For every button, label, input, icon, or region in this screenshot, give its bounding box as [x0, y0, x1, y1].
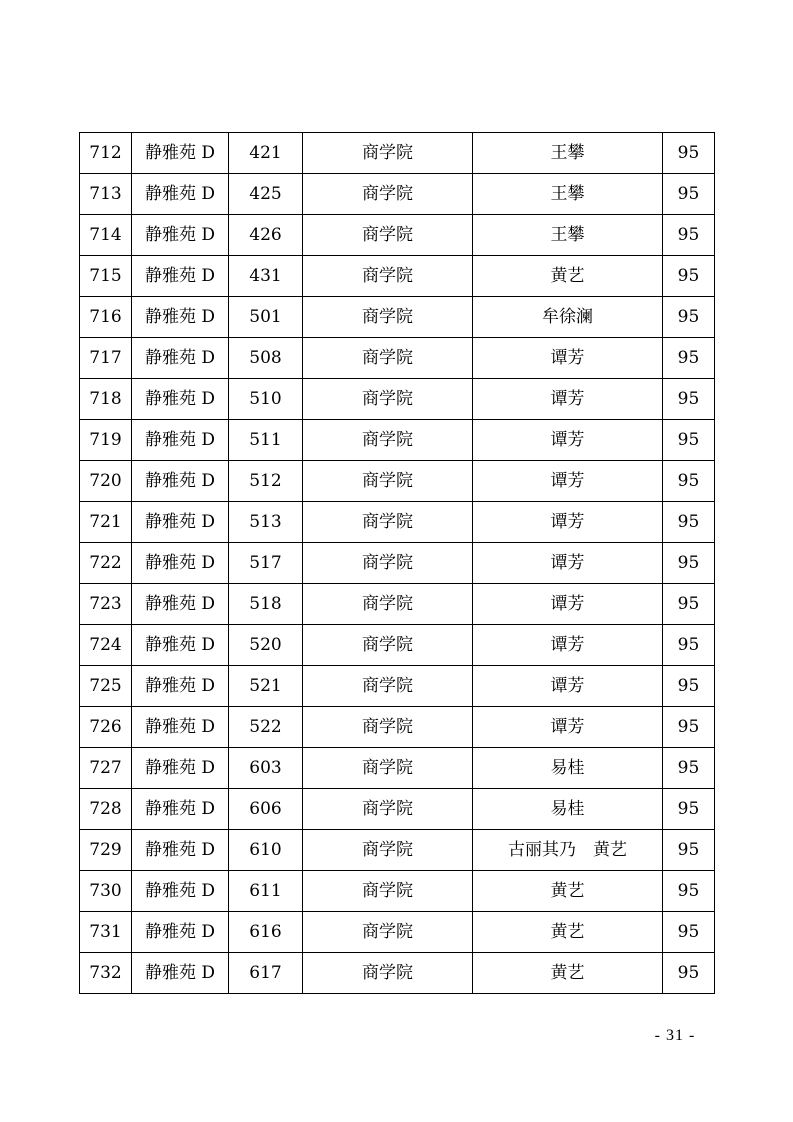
score-cell: 95 [663, 461, 715, 502]
college-cell: 商学院 [303, 174, 473, 215]
staff-cell: 谭芳 [473, 666, 663, 707]
college-cell: 商学院 [303, 338, 473, 379]
table-row [80, 297, 715, 338]
table-row [80, 133, 715, 174]
building-cell: 静雅苑 D [132, 379, 229, 420]
staff-cell: 谭芳 [473, 379, 663, 420]
staff-cell: 谭芳 [473, 502, 663, 543]
table-row [80, 174, 715, 215]
building-cell: 静雅苑 D [132, 543, 229, 584]
staff-cell: 谭芳 [473, 543, 663, 584]
room-cell: 425 [229, 174, 303, 215]
row-number-cell: 726 [80, 707, 132, 748]
table-row [80, 707, 715, 748]
staff-cell: 王攀 [473, 133, 663, 174]
staff-cell: 谭芳 [473, 338, 663, 379]
college-cell: 商学院 [303, 256, 473, 297]
table-row [80, 256, 715, 297]
staff-cell: 易桂 [473, 748, 663, 789]
room-cell: 421 [229, 133, 303, 174]
room-cell: 617 [229, 953, 303, 994]
room-cell: 510 [229, 379, 303, 420]
room-cell: 517 [229, 543, 303, 584]
room-cell: 513 [229, 502, 303, 543]
room-cell: 426 [229, 215, 303, 256]
table-row [80, 543, 715, 584]
row-number-cell: 723 [80, 584, 132, 625]
building-cell: 静雅苑 D [132, 830, 229, 871]
score-table [79, 132, 715, 994]
building-cell: 静雅苑 D [132, 297, 229, 338]
college-cell: 商学院 [303, 789, 473, 830]
building-cell: 静雅苑 D [132, 871, 229, 912]
score-cell: 95 [663, 133, 715, 174]
college-cell: 商学院 [303, 625, 473, 666]
building-cell: 静雅苑 D [132, 912, 229, 953]
building-cell: 静雅苑 D [132, 502, 229, 543]
score-cell: 95 [663, 666, 715, 707]
building-cell: 静雅苑 D [132, 789, 229, 830]
college-cell: 商学院 [303, 461, 473, 502]
score-cell: 95 [663, 338, 715, 379]
room-cell: 512 [229, 461, 303, 502]
score-cell: 95 [663, 215, 715, 256]
score-cell: 95 [663, 297, 715, 338]
college-cell: 商学院 [303, 748, 473, 789]
room-cell: 508 [229, 338, 303, 379]
staff-cell: 谭芳 [473, 420, 663, 461]
building-cell: 静雅苑 D [132, 748, 229, 789]
table-row [80, 215, 715, 256]
table-row [80, 625, 715, 666]
college-cell: 商学院 [303, 133, 473, 174]
row-number-cell: 714 [80, 215, 132, 256]
score-cell: 95 [663, 953, 715, 994]
row-number-cell: 720 [80, 461, 132, 502]
college-cell: 商学院 [303, 871, 473, 912]
room-cell: 518 [229, 584, 303, 625]
college-cell: 商学院 [303, 584, 473, 625]
row-number-cell: 712 [80, 133, 132, 174]
table-row [80, 666, 715, 707]
table-row [80, 871, 715, 912]
college-cell: 商学院 [303, 543, 473, 584]
building-cell: 静雅苑 D [132, 338, 229, 379]
score-cell: 95 [663, 789, 715, 830]
college-cell: 商学院 [303, 215, 473, 256]
staff-cell: 王攀 [473, 215, 663, 256]
building-cell: 静雅苑 D [132, 666, 229, 707]
college-cell: 商学院 [303, 297, 473, 338]
college-cell: 商学院 [303, 666, 473, 707]
row-number-cell: 722 [80, 543, 132, 584]
row-number-cell: 730 [80, 871, 132, 912]
table-row [80, 748, 715, 789]
staff-cell: 黄艺 [473, 953, 663, 994]
table-row [80, 830, 715, 871]
building-cell: 静雅苑 D [132, 420, 229, 461]
table-row [80, 912, 715, 953]
table-row [80, 379, 715, 420]
table-row [80, 420, 715, 461]
table-row [80, 502, 715, 543]
room-cell: 521 [229, 666, 303, 707]
score-cell: 95 [663, 256, 715, 297]
row-number-cell: 728 [80, 789, 132, 830]
row-number-cell: 715 [80, 256, 132, 297]
row-number-cell: 725 [80, 666, 132, 707]
staff-cell: 王攀 [473, 174, 663, 215]
staff-cell: 黄艺 [473, 912, 663, 953]
row-number-cell: 729 [80, 830, 132, 871]
college-cell: 商学院 [303, 502, 473, 543]
score-cell: 95 [663, 748, 715, 789]
staff-cell: 谭芳 [473, 625, 663, 666]
room-cell: 520 [229, 625, 303, 666]
score-cell: 95 [663, 543, 715, 584]
staff-cell: 谭芳 [473, 584, 663, 625]
college-cell: 商学院 [303, 420, 473, 461]
room-cell: 610 [229, 830, 303, 871]
building-cell: 静雅苑 D [132, 215, 229, 256]
staff-cell: 黄艺 [473, 871, 663, 912]
room-cell: 616 [229, 912, 303, 953]
score-cell: 95 [663, 420, 715, 461]
score-cell: 95 [663, 912, 715, 953]
score-cell: 95 [663, 174, 715, 215]
row-number-cell: 717 [80, 338, 132, 379]
building-cell: 静雅苑 D [132, 584, 229, 625]
building-cell: 静雅苑 D [132, 625, 229, 666]
building-cell: 静雅苑 D [132, 256, 229, 297]
row-number-cell: 718 [80, 379, 132, 420]
staff-cell: 谭芳 [473, 707, 663, 748]
college-cell: 商学院 [303, 830, 473, 871]
table-row [80, 584, 715, 625]
table-body [80, 133, 715, 994]
room-cell: 522 [229, 707, 303, 748]
page-number: - 31 - [654, 1027, 696, 1044]
college-cell: 商学院 [303, 953, 473, 994]
staff-cell: 谭芳 [473, 461, 663, 502]
row-number-cell: 727 [80, 748, 132, 789]
table-row [80, 953, 715, 994]
building-cell: 静雅苑 D [132, 174, 229, 215]
college-cell: 商学院 [303, 707, 473, 748]
staff-cell: 易桂 [473, 789, 663, 830]
building-cell: 静雅苑 D [132, 707, 229, 748]
room-cell: 431 [229, 256, 303, 297]
table-row [80, 789, 715, 830]
score-cell: 95 [663, 830, 715, 871]
row-number-cell: 724 [80, 625, 132, 666]
score-cell: 95 [663, 625, 715, 666]
score-cell: 95 [663, 707, 715, 748]
row-number-cell: 721 [80, 502, 132, 543]
college-cell: 商学院 [303, 379, 473, 420]
row-number-cell: 732 [80, 953, 132, 994]
staff-cell: 黄艺 [473, 256, 663, 297]
table-row [80, 338, 715, 379]
room-cell: 603 [229, 748, 303, 789]
row-number-cell: 713 [80, 174, 132, 215]
college-cell: 商学院 [303, 912, 473, 953]
score-cell: 95 [663, 379, 715, 420]
row-number-cell: 731 [80, 912, 132, 953]
row-number-cell: 716 [80, 297, 132, 338]
score-cell: 95 [663, 584, 715, 625]
room-cell: 501 [229, 297, 303, 338]
building-cell: 静雅苑 D [132, 953, 229, 994]
score-cell: 95 [663, 502, 715, 543]
building-cell: 静雅苑 D [132, 133, 229, 174]
staff-cell: 牟徐澜 [473, 297, 663, 338]
score-cell: 95 [663, 871, 715, 912]
staff-cell: 古丽其乃 黄艺 [473, 830, 663, 871]
table-row [80, 461, 715, 502]
building-cell: 静雅苑 D [132, 461, 229, 502]
room-cell: 606 [229, 789, 303, 830]
room-cell: 611 [229, 871, 303, 912]
room-cell: 511 [229, 420, 303, 461]
row-number-cell: 719 [80, 420, 132, 461]
